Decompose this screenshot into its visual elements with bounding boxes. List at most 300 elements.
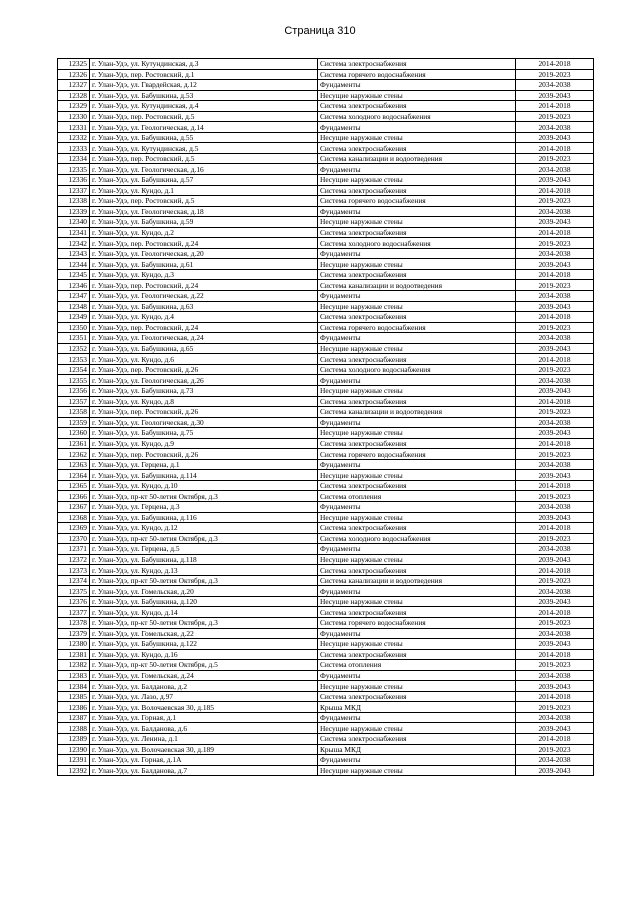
period-cell: 2034-2038 bbox=[516, 248, 594, 259]
period-cell: 2034-2038 bbox=[516, 670, 594, 681]
period-cell: 2014-2018 bbox=[516, 480, 594, 491]
address-cell: г. Улан-Удэ, ул. Герцена, д.3 bbox=[90, 501, 318, 512]
system-cell: Система электроснабжения bbox=[318, 607, 516, 618]
system-cell: Система электроснабжения bbox=[318, 143, 516, 154]
row-number: 12387 bbox=[58, 712, 90, 723]
address-cell: г. Улан-Удэ, ул. Гомельская, д.22 bbox=[90, 628, 318, 639]
table-row bbox=[58, 312, 594, 323]
table-row bbox=[58, 596, 594, 607]
address-cell: г. Улан-Удэ, ул. Кундо, д.12 bbox=[90, 523, 318, 534]
table-row bbox=[58, 607, 594, 618]
address-cell: г. Улан-Удэ, ул. Балданова, д.6 bbox=[90, 723, 318, 734]
period-cell: 2019-2023 bbox=[516, 238, 594, 249]
system-cell: Система канализации и водоотведения bbox=[318, 153, 516, 164]
table-row bbox=[58, 744, 594, 755]
row-number: 12332 bbox=[58, 132, 90, 143]
page-title: Страница 310 bbox=[284, 25, 356, 37]
table-row bbox=[58, 660, 594, 671]
system-cell: Несущие наружные стены bbox=[318, 428, 516, 439]
row-number: 12360 bbox=[58, 428, 90, 439]
table-row bbox=[58, 343, 594, 354]
system-cell: Несущие наружные стены bbox=[318, 596, 516, 607]
system-cell: Фундаменты bbox=[318, 755, 516, 766]
system-cell: Несущие наружные стены bbox=[318, 470, 516, 481]
system-cell: Система горячего водоснабжения bbox=[318, 196, 516, 207]
period-cell: 2019-2023 bbox=[516, 196, 594, 207]
row-number: 12336 bbox=[58, 175, 90, 186]
period-cell: 2034-2038 bbox=[516, 80, 594, 91]
system-cell: Фундаменты bbox=[318, 670, 516, 681]
system-cell: Система электроснабжения bbox=[318, 354, 516, 365]
table-row bbox=[58, 301, 594, 312]
period-cell: 2019-2023 bbox=[516, 407, 594, 418]
period-cell: 2034-2038 bbox=[516, 586, 594, 597]
system-cell: Фундаменты bbox=[318, 333, 516, 344]
table-row bbox=[58, 153, 594, 164]
period-cell: 2019-2023 bbox=[516, 491, 594, 502]
period-cell: 2034-2038 bbox=[516, 333, 594, 344]
address-cell: г. Улан-Удэ, ул. Гомельская, д.24 bbox=[90, 670, 318, 681]
table-row bbox=[58, 575, 594, 586]
row-number: 12364 bbox=[58, 470, 90, 481]
period-cell: 2019-2023 bbox=[516, 111, 594, 122]
row-number: 12381 bbox=[58, 649, 90, 660]
system-cell: Несущие наружные стены bbox=[318, 681, 516, 692]
address-cell: г. Улан-Удэ, ул. Балданова, д.7 bbox=[90, 765, 318, 776]
period-cell: 2014-2018 bbox=[516, 143, 594, 154]
table-row bbox=[58, 639, 594, 650]
row-number: 12343 bbox=[58, 248, 90, 259]
table-row bbox=[58, 196, 594, 207]
row-number: 12365 bbox=[58, 480, 90, 491]
address-cell: г. Улан-Удэ, ул. Бабушкина, д.65 bbox=[90, 343, 318, 354]
address-cell: г. Улан-Удэ, ул. Кутундинская, д.3 bbox=[90, 59, 318, 70]
system-cell: Несущие наружные стены bbox=[318, 132, 516, 143]
address-cell: г. Улан-Удэ, ул. Бабушкина, д.73 bbox=[90, 385, 318, 396]
system-cell: Фундаменты bbox=[318, 417, 516, 428]
table-row bbox=[58, 248, 594, 259]
system-cell: Несущие наружные стены bbox=[318, 385, 516, 396]
system-cell: Система электроснабжения bbox=[318, 312, 516, 323]
table-row bbox=[58, 259, 594, 270]
row-number: 12363 bbox=[58, 459, 90, 470]
address-cell: г. Улан-Удэ, пер. Ростовский, д.5 bbox=[90, 196, 318, 207]
table-row bbox=[58, 164, 594, 175]
period-cell: 2039-2043 bbox=[516, 596, 594, 607]
address-cell: г. Улан-Удэ, ул. Балданова, д.2 bbox=[90, 681, 318, 692]
system-cell: Система отопления bbox=[318, 660, 516, 671]
table-row bbox=[58, 554, 594, 565]
address-cell: г. Улан-Удэ, ул. Волочаевская 30, д.189 bbox=[90, 744, 318, 755]
row-number: 12377 bbox=[58, 607, 90, 618]
period-cell: 2039-2043 bbox=[516, 765, 594, 776]
address-cell: г. Улан-Удэ, ул. Геологическая, д.20 bbox=[90, 248, 318, 259]
row-number: 12331 bbox=[58, 122, 90, 133]
table-row bbox=[58, 322, 594, 333]
table-row bbox=[58, 269, 594, 280]
row-number: 12375 bbox=[58, 586, 90, 597]
table-row bbox=[58, 407, 594, 418]
table-row bbox=[58, 459, 594, 470]
table-row bbox=[58, 364, 594, 375]
system-cell: Система отопления bbox=[318, 491, 516, 502]
address-cell: г. Улан-Удэ, ул. Кундо, д.1 bbox=[90, 185, 318, 196]
table-row bbox=[58, 90, 594, 101]
period-cell: 2034-2038 bbox=[516, 459, 594, 470]
period-cell: 2014-2018 bbox=[516, 269, 594, 280]
row-number: 12373 bbox=[58, 565, 90, 576]
address-cell: г. Улан-Удэ, ул. Кутундинская, д.5 bbox=[90, 143, 318, 154]
row-number: 12383 bbox=[58, 670, 90, 681]
address-cell: г. Улан-Удэ, ул. Горная, д.1 bbox=[90, 712, 318, 723]
system-cell: Система электроснабжения bbox=[318, 734, 516, 745]
period-cell: 2019-2023 bbox=[516, 153, 594, 164]
system-cell: Несущие наружные стены bbox=[318, 259, 516, 270]
row-number: 12344 bbox=[58, 259, 90, 270]
table-row bbox=[58, 712, 594, 723]
row-number: 12378 bbox=[58, 617, 90, 628]
table-row bbox=[58, 111, 594, 122]
address-cell: г. Улан-Удэ, ул. Кундо, д.14 bbox=[90, 607, 318, 618]
row-number: 12379 bbox=[58, 628, 90, 639]
row-number: 12338 bbox=[58, 196, 90, 207]
address-cell: г. Улан-Удэ, ул. Кундо, д.16 bbox=[90, 649, 318, 660]
system-cell: Фундаменты bbox=[318, 375, 516, 386]
address-cell: г. Улан-Удэ, пер. Ростовский, д.5 bbox=[90, 153, 318, 164]
address-cell: г. Улан-Удэ, пер. Ростовский, д.26 bbox=[90, 364, 318, 375]
row-number: 12337 bbox=[58, 185, 90, 196]
row-number: 12357 bbox=[58, 396, 90, 407]
address-cell: г. Улан-Удэ, ул. Бабушкина, д.122 bbox=[90, 639, 318, 650]
system-cell: Фундаменты bbox=[318, 459, 516, 470]
address-cell: г. Улан-Удэ, ул. Волочаевская 30, д.185 bbox=[90, 702, 318, 713]
period-cell: 2019-2023 bbox=[516, 702, 594, 713]
address-cell: г. Улан-Удэ, пер. Ростовский, д.26 bbox=[90, 449, 318, 460]
system-cell: Несущие наружные стены bbox=[318, 639, 516, 650]
row-number: 12328 bbox=[58, 90, 90, 101]
period-cell: 2034-2038 bbox=[516, 206, 594, 217]
system-cell: Фундаменты bbox=[318, 164, 516, 175]
system-cell: Система холодного водоснабжения bbox=[318, 238, 516, 249]
address-cell: г. Улан-Удэ, ул. Кутундинская, д.4 bbox=[90, 101, 318, 112]
table-row bbox=[58, 238, 594, 249]
period-cell: 2014-2018 bbox=[516, 649, 594, 660]
row-number: 12353 bbox=[58, 354, 90, 365]
system-cell: Система электроснабжения bbox=[318, 438, 516, 449]
row-number: 12354 bbox=[58, 364, 90, 375]
system-cell: Система холодного водоснабжения bbox=[318, 533, 516, 544]
period-cell: 2034-2038 bbox=[516, 164, 594, 175]
period-cell: 2039-2043 bbox=[516, 301, 594, 312]
period-cell: 2034-2038 bbox=[516, 291, 594, 302]
row-number: 12361 bbox=[58, 438, 90, 449]
table-row bbox=[58, 428, 594, 439]
system-cell: Система электроснабжения bbox=[318, 565, 516, 576]
table-row bbox=[58, 702, 594, 713]
address-cell: г. Улан-Удэ, ул. Гомельская, д.20 bbox=[90, 586, 318, 597]
address-cell: г. Улан-Удэ, ул. Кундо, д.9 bbox=[90, 438, 318, 449]
table-row bbox=[58, 586, 594, 597]
address-cell: г. Улан-Удэ, пр-кт 50-летия Октября, д.3 bbox=[90, 617, 318, 628]
period-cell: 2039-2043 bbox=[516, 470, 594, 481]
table-row bbox=[58, 333, 594, 344]
table-row bbox=[58, 385, 594, 396]
system-cell: Фундаменты bbox=[318, 248, 516, 259]
system-cell: Система канализации и водоотведения bbox=[318, 280, 516, 291]
table-row bbox=[58, 101, 594, 112]
period-cell: 2039-2043 bbox=[516, 175, 594, 186]
row-number: 12367 bbox=[58, 501, 90, 512]
table-row bbox=[58, 438, 594, 449]
address-cell: г. Улан-Удэ, ул. Бабушкина, д.118 bbox=[90, 554, 318, 565]
system-cell: Фундаменты bbox=[318, 586, 516, 597]
row-number: 12366 bbox=[58, 491, 90, 502]
period-cell: 2014-2018 bbox=[516, 396, 594, 407]
address-cell: г. Улан-Удэ, ул. Бабушкина, д.116 bbox=[90, 512, 318, 523]
system-cell: Несущие наружные стены bbox=[318, 554, 516, 565]
address-cell: г. Улан-Удэ, ул. Геологическая, д.24 bbox=[90, 333, 318, 344]
system-cell: Система холодного водоснабжения bbox=[318, 364, 516, 375]
period-cell: 2039-2043 bbox=[516, 723, 594, 734]
row-number: 12368 bbox=[58, 512, 90, 523]
system-cell: Несущие наружные стены bbox=[318, 90, 516, 101]
row-number: 12351 bbox=[58, 333, 90, 344]
row-number: 12380 bbox=[58, 639, 90, 650]
address-cell: г. Улан-Удэ, ул. Герцена, д.5 bbox=[90, 544, 318, 555]
row-number: 12349 bbox=[58, 312, 90, 323]
address-cell: г. Улан-Удэ, ул. Кундо, д.10 bbox=[90, 480, 318, 491]
table-row bbox=[58, 375, 594, 386]
address-cell: г. Улан-Удэ, ул. Бабушкина, д.59 bbox=[90, 217, 318, 228]
system-cell: Система электроснабжения bbox=[318, 691, 516, 702]
system-cell: Несущие наружные стены bbox=[318, 175, 516, 186]
table-row bbox=[58, 480, 594, 491]
period-cell: 2034-2038 bbox=[516, 375, 594, 386]
period-cell: 2034-2038 bbox=[516, 122, 594, 133]
address-cell: г. Улан-Удэ, ул. Ленина, д.1 bbox=[90, 734, 318, 745]
address-cell: г. Улан-Удэ, ул. Гвардейская, д.12 bbox=[90, 80, 318, 91]
row-number: 12356 bbox=[58, 385, 90, 396]
period-cell: 2034-2038 bbox=[516, 501, 594, 512]
row-number: 12388 bbox=[58, 723, 90, 734]
period-cell: 2014-2018 bbox=[516, 565, 594, 576]
row-number: 12347 bbox=[58, 291, 90, 302]
period-cell: 2039-2043 bbox=[516, 639, 594, 650]
row-number: 12392 bbox=[58, 765, 90, 776]
table-row bbox=[58, 755, 594, 766]
period-cell: 2039-2043 bbox=[516, 681, 594, 692]
system-cell: Несущие наружные стены bbox=[318, 217, 516, 228]
table-row bbox=[58, 533, 594, 544]
period-cell: 2039-2043 bbox=[516, 554, 594, 565]
address-cell: г. Улан-Удэ, ул. Герцена, д.1 bbox=[90, 459, 318, 470]
period-cell: 2039-2043 bbox=[516, 132, 594, 143]
address-cell: г. Улан-Удэ, ул. Геологическая, д.18 bbox=[90, 206, 318, 217]
row-number: 12371 bbox=[58, 544, 90, 555]
table-row bbox=[58, 175, 594, 186]
system-cell: Система канализации и водоотведения bbox=[318, 575, 516, 586]
period-cell: 2039-2043 bbox=[516, 512, 594, 523]
address-cell: г. Улан-Удэ, ул. Бабушкина, д.63 bbox=[90, 301, 318, 312]
table-row bbox=[58, 723, 594, 734]
row-number: 12346 bbox=[58, 280, 90, 291]
period-cell: 2039-2043 bbox=[516, 90, 594, 101]
table-row bbox=[58, 681, 594, 692]
table-row bbox=[58, 59, 594, 70]
address-cell: г. Улан-Удэ, ул. Кундо, д.8 bbox=[90, 396, 318, 407]
system-cell: Фундаменты bbox=[318, 80, 516, 91]
period-cell: 2019-2023 bbox=[516, 322, 594, 333]
row-number: 12348 bbox=[58, 301, 90, 312]
table-row bbox=[58, 122, 594, 133]
row-number: 12345 bbox=[58, 269, 90, 280]
table-row bbox=[58, 449, 594, 460]
period-cell: 2014-2018 bbox=[516, 59, 594, 70]
table-row bbox=[58, 544, 594, 555]
system-cell: Несущие наружные стены bbox=[318, 723, 516, 734]
system-cell: Фундаменты bbox=[318, 501, 516, 512]
period-cell: 2014-2018 bbox=[516, 227, 594, 238]
row-number: 12341 bbox=[58, 227, 90, 238]
address-cell: г. Улан-Удэ, пр-кт 50-летия Октября, д.3 bbox=[90, 575, 318, 586]
row-number: 12382 bbox=[58, 660, 90, 671]
period-cell: 2034-2038 bbox=[516, 417, 594, 428]
address-cell: г. Улан-Удэ, ул. Кундо, д.4 bbox=[90, 312, 318, 323]
table-row bbox=[58, 470, 594, 481]
table-row bbox=[58, 417, 594, 428]
period-cell: 2014-2018 bbox=[516, 438, 594, 449]
period-cell: 2019-2023 bbox=[516, 364, 594, 375]
address-cell: г. Улан-Удэ, ул. Геологическая, д.16 bbox=[90, 164, 318, 175]
address-cell: г. Улан-Удэ, ул. Кундо, д.2 bbox=[90, 227, 318, 238]
table-row bbox=[58, 143, 594, 154]
period-cell: 2039-2043 bbox=[516, 428, 594, 439]
system-cell: Фундаменты bbox=[318, 122, 516, 133]
table-row bbox=[58, 734, 594, 745]
period-cell: 2019-2023 bbox=[516, 660, 594, 671]
address-cell: г. Улан-Удэ, пр-кт 50-летия Октября, д.3 bbox=[90, 533, 318, 544]
address-cell: г. Улан-Удэ, пр-кт 50-летия Октября, д.5 bbox=[90, 660, 318, 671]
system-cell: Крыша МКД bbox=[318, 744, 516, 755]
period-cell: 2034-2038 bbox=[516, 712, 594, 723]
system-cell: Система электроснабжения bbox=[318, 396, 516, 407]
row-number: 12335 bbox=[58, 164, 90, 175]
row-number: 12385 bbox=[58, 691, 90, 702]
system-cell: Система электроснабжения bbox=[318, 59, 516, 70]
system-cell: Система электроснабжения bbox=[318, 523, 516, 534]
table-row bbox=[58, 291, 594, 302]
row-number: 12339 bbox=[58, 206, 90, 217]
row-number: 12362 bbox=[58, 449, 90, 460]
address-cell: г. Улан-Удэ, ул. Бабушкина, д.55 bbox=[90, 132, 318, 143]
address-cell: г. Улан-Удэ, ул. Кундо, д.13 bbox=[90, 565, 318, 576]
table-row bbox=[58, 396, 594, 407]
table-row bbox=[58, 185, 594, 196]
table-row bbox=[58, 649, 594, 660]
period-cell: 2019-2023 bbox=[516, 617, 594, 628]
address-cell: г. Улан-Удэ, ул. Кундо, д.3 bbox=[90, 269, 318, 280]
table-row bbox=[58, 628, 594, 639]
period-cell: 2014-2018 bbox=[516, 101, 594, 112]
address-cell: г. Улан-Удэ, пер. Ростовский, д.1 bbox=[90, 69, 318, 80]
row-number: 12391 bbox=[58, 755, 90, 766]
address-cell: г. Улан-Удэ, ул. Бабушкина, д.75 bbox=[90, 428, 318, 439]
address-cell: г. Улан-Удэ, ул. Бабушкина, д.57 bbox=[90, 175, 318, 186]
table-row bbox=[58, 280, 594, 291]
row-number: 12389 bbox=[58, 734, 90, 745]
row-number: 12376 bbox=[58, 596, 90, 607]
system-cell: Несущие наружные стены bbox=[318, 512, 516, 523]
row-number: 12386 bbox=[58, 702, 90, 713]
system-cell: Несущие наружные стены bbox=[318, 765, 516, 776]
row-number: 12352 bbox=[58, 343, 90, 354]
table-row bbox=[58, 765, 594, 776]
system-cell: Система электроснабжения bbox=[318, 227, 516, 238]
period-cell: 2014-2018 bbox=[516, 312, 594, 323]
period-cell: 2014-2018 bbox=[516, 354, 594, 365]
row-number: 12325 bbox=[58, 59, 90, 70]
period-cell: 2039-2043 bbox=[516, 217, 594, 228]
period-cell: 2014-2018 bbox=[516, 607, 594, 618]
address-cell: г. Улан-Удэ, пер. Ростовский, д.24 bbox=[90, 280, 318, 291]
table-row bbox=[58, 80, 594, 91]
period-cell: 2019-2023 bbox=[516, 69, 594, 80]
row-number: 12358 bbox=[58, 407, 90, 418]
table-body bbox=[58, 59, 594, 776]
row-number: 12327 bbox=[58, 80, 90, 91]
row-number: 12355 bbox=[58, 375, 90, 386]
system-cell: Фундаменты bbox=[318, 291, 516, 302]
period-cell: 2014-2018 bbox=[516, 734, 594, 745]
table-row bbox=[58, 512, 594, 523]
address-cell: г. Улан-Удэ, ул. Геологическая, д.22 bbox=[90, 291, 318, 302]
table-row bbox=[58, 69, 594, 80]
system-cell: Система электроснабжения bbox=[318, 480, 516, 491]
period-cell: 2034-2038 bbox=[516, 628, 594, 639]
period-cell: 2019-2023 bbox=[516, 744, 594, 755]
system-cell: Крыша МКД bbox=[318, 702, 516, 713]
table-row bbox=[58, 227, 594, 238]
system-cell: Система канализации и водоотведения bbox=[318, 407, 516, 418]
table-row bbox=[58, 206, 594, 217]
row-number: 12370 bbox=[58, 533, 90, 544]
schedule-table bbox=[57, 58, 594, 776]
row-number: 12334 bbox=[58, 153, 90, 164]
table-row bbox=[58, 617, 594, 628]
address-cell: г. Улан-Удэ, ул. Бабушкина, д.53 bbox=[90, 90, 318, 101]
period-cell: 2034-2038 bbox=[516, 544, 594, 555]
period-cell: 2039-2043 bbox=[516, 343, 594, 354]
system-cell: Фундаменты bbox=[318, 544, 516, 555]
row-number: 12384 bbox=[58, 681, 90, 692]
system-cell: Система горячего водоснабжения bbox=[318, 69, 516, 80]
system-cell: Система электроснабжения bbox=[318, 649, 516, 660]
address-cell: г. Улан-Удэ, ул. Геологическая, д.30 bbox=[90, 417, 318, 428]
period-cell: 2014-2018 bbox=[516, 523, 594, 534]
table-row bbox=[58, 217, 594, 228]
row-number: 12330 bbox=[58, 111, 90, 122]
period-cell: 2019-2023 bbox=[516, 280, 594, 291]
period-cell: 2039-2043 bbox=[516, 385, 594, 396]
system-cell: Система холодного водоснабжения bbox=[318, 111, 516, 122]
row-number: 12342 bbox=[58, 238, 90, 249]
table-row bbox=[58, 565, 594, 576]
address-cell: г. Улан-Удэ, пер. Ростовский, д.26 bbox=[90, 407, 318, 418]
row-number: 12329 bbox=[58, 101, 90, 112]
table-row bbox=[58, 501, 594, 512]
address-cell: г. Улан-Удэ, ул. Горная, д.1А bbox=[90, 755, 318, 766]
address-cell: г. Улан-Удэ, пер. Ростовский, д.5 bbox=[90, 111, 318, 122]
